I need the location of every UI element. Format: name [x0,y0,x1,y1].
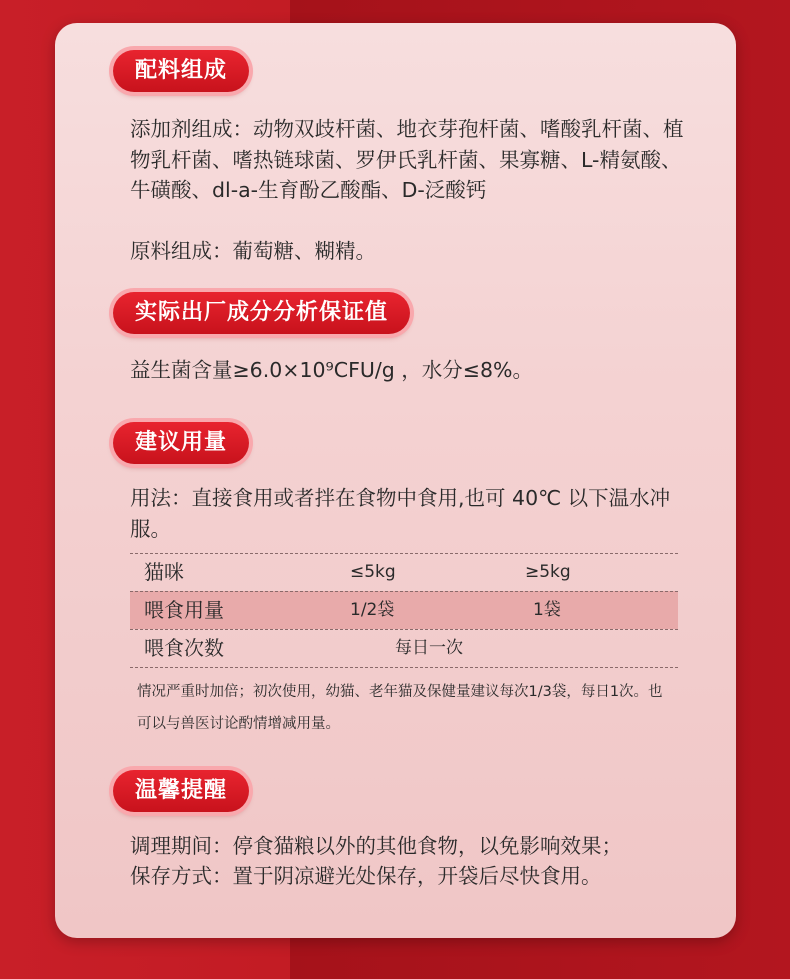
table-row [130,591,678,629]
table-cell: ≥5kg [525,562,571,582]
table-cell: 猫咪 [144,560,184,584]
raw-materials-text: 原料组成：葡萄糖、糊精。 [130,239,376,263]
dosage-table [130,553,678,668]
table-cell: ≤5kg [350,562,396,582]
analysis-badge: 实际出厂成分分析保证值 [113,292,410,334]
usage-note: 情况严重时加倍；初次使用，幼猫、老年猫及保健量建议每次1/3袋，每日1次。也可以与兽医讨论酌情增减用量。 [137,684,663,732]
table-cell: 1袋 [533,600,561,620]
table-cell: 喂食次数 [144,636,224,660]
info-card [55,23,736,938]
table-cell: 每日一次 [395,638,463,658]
table-cell: 喂食用量 [144,598,224,622]
table-cell: 1/2袋 [350,600,395,620]
table-row [130,629,678,668]
conditioning-text: 调理期间：停食猫粮以外的其他食物，以免影响效果； [130,834,622,858]
usage-text: 用法：直接食用或者拌在食物中食用,也可 40℃ 以下温水冲服。 [130,486,671,541]
usage-badge: 建议用量 [113,422,249,464]
additives-text: 添加剂组成：动物双歧杆菌、地衣芽孢杆菌、嗜酸乳杆菌、植物乳杆菌、嗜热链球菌、罗伊氏乳杆菌、果寡糖、L-精氨酸、牛磺酸、dl-a-生育酚乙酸酯、D-泛酸钙 [130,117,684,202]
table-row [130,553,678,591]
analysis-text: 益生菌含量≥6.0×10⁹CFU/g ，水分≤8%。 [130,358,534,382]
ingredients-badge: 配料组成 [113,50,249,92]
storage-text: 保存方式：置于阴凉避光处保存，开袋后尽快食用。 [130,864,602,888]
tips-badge: 温馨提醒 [113,770,249,812]
